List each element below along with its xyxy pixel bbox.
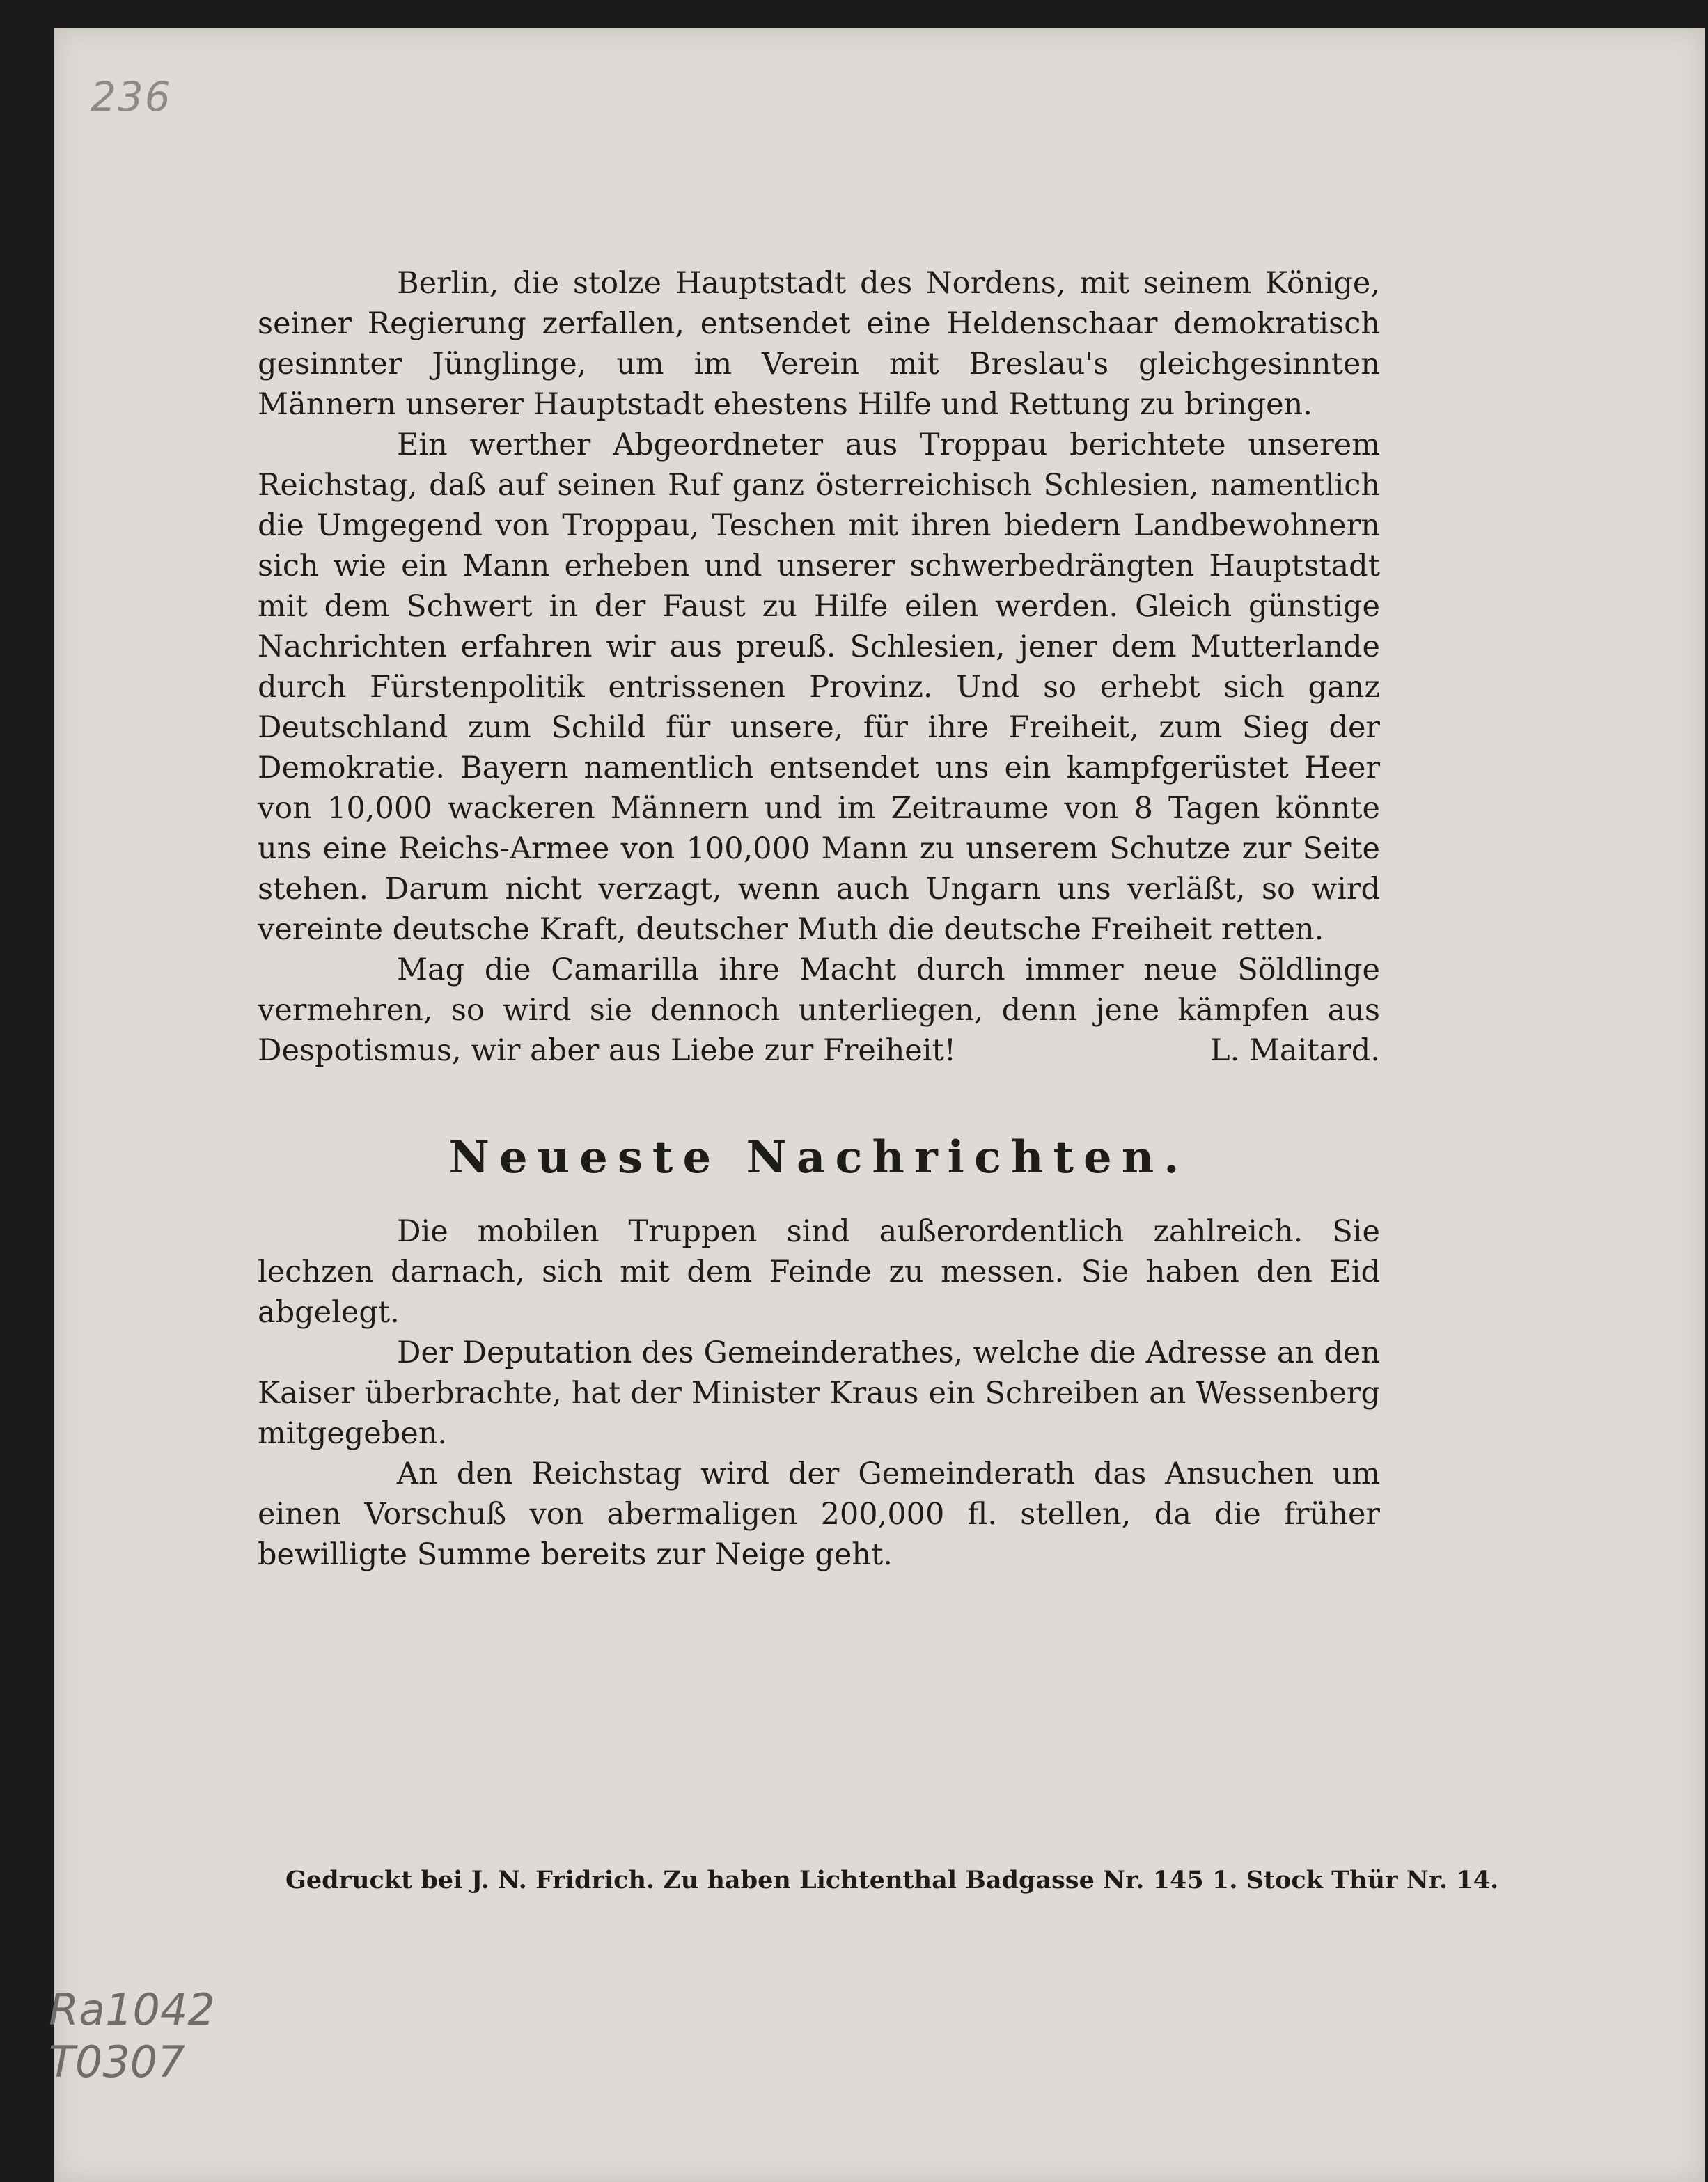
archive-mark-2: T0307	[49, 2036, 185, 2087]
news-section	[258, 1211, 1380, 1575]
main-article	[258, 263, 1380, 1071]
printer-imprint: Gedruckt bei J. N. Fridrich. Zu haben Lichtenthal Badgasse Nr. 145 1. Stock Thür Nr. 14.	[285, 1866, 1499, 1894]
news-paragraph-troops: Die mobilen Truppen sind außerordentlich zahlreich. Sie lechzen darnach, sich mit dem Feinde zu messen. Sie haben den Eid abgelegt.	[258, 1214, 1380, 1330]
paragraph-berlin: Berlin, die stolze Hauptstadt des Nordens, mit seinem Könige, seiner Regierung zerfallen, entsendet eine Heldenschaar demokratisch gesinnter Jünglinge, um im Verein mit Breslau's gleichgesinnten Männern unserer Hauptstadt ehestens Hilfe und Rettung zu bringen.	[258, 266, 1380, 422]
signature: L. Maitard.	[1210, 1033, 1380, 1068]
news-paragraph-reichstag: An den Reichstag wird der Gemeinderath das Ansuchen um einen Vorschuß von abermaligen 200,000 fl. stellen, da die früher bewilligte Summe bereits zur Neige geht.	[258, 1457, 1380, 1572]
archive-mark-1: Ra1042	[49, 1984, 215, 2035]
news-heading: Neueste Nachrichten.	[448, 1131, 1189, 1184]
page-number: 236	[91, 73, 172, 120]
paragraph-troppau: Ein werther Abgeordneter aus Troppau berichtete unserem Reichstag, daß auf seinen Ruf ganz österreichisch Schlesien, namentlich die Umgegend von Troppau, Teschen mit ihren biedern Landbewohnern sich wie ein Mann erheben und unserer schwerbedrängten Hauptstadt mit dem Schwert in der Faust zu Hilfe eilen werden. Gleich günstige Nachrichten erfahren wir aus preuß. Schlesien, jener dem Mutterlande durch Fürstenpolitik entrissenen Provinz. Und so erhebt sich ganz Deutschland zum Schild für unsere, für ihre Freiheit, zum Sieg der Demokratie. Bayern namentlich entsendet uns ein kampfgerüstet Heer von 10,000 wackeren Männern und im Zeitraume von 8 Tagen könnte uns eine Reichs-Armee von 100,000 Mann zu unserem Schutze zur Seite stehen. Darum nicht verzagt, wenn auch Ungarn uns verläßt, so wird vereinte deutsche Kraft, deutscher Muth die deutsche Freiheit retten.	[258, 427, 1380, 947]
paragraph-camarilla	[258, 950, 1380, 1071]
news-paragraph-deputation: Der Deputation des Gemeinderathes, welche die Adresse an den Kaiser überbrachte, hat der Minister Kraus ein Schreiben an Wessenberg mitgegeben.	[258, 1335, 1380, 1451]
paragraph-camarilla-text: Mag die Camarilla ihre Macht durch immer neue Söldlinge vermehren, so wird sie dennoch unterliegen, denn jene kämpfen aus Despotismus, wir aber aus Liebe zur Freiheit!	[258, 952, 1380, 1068]
